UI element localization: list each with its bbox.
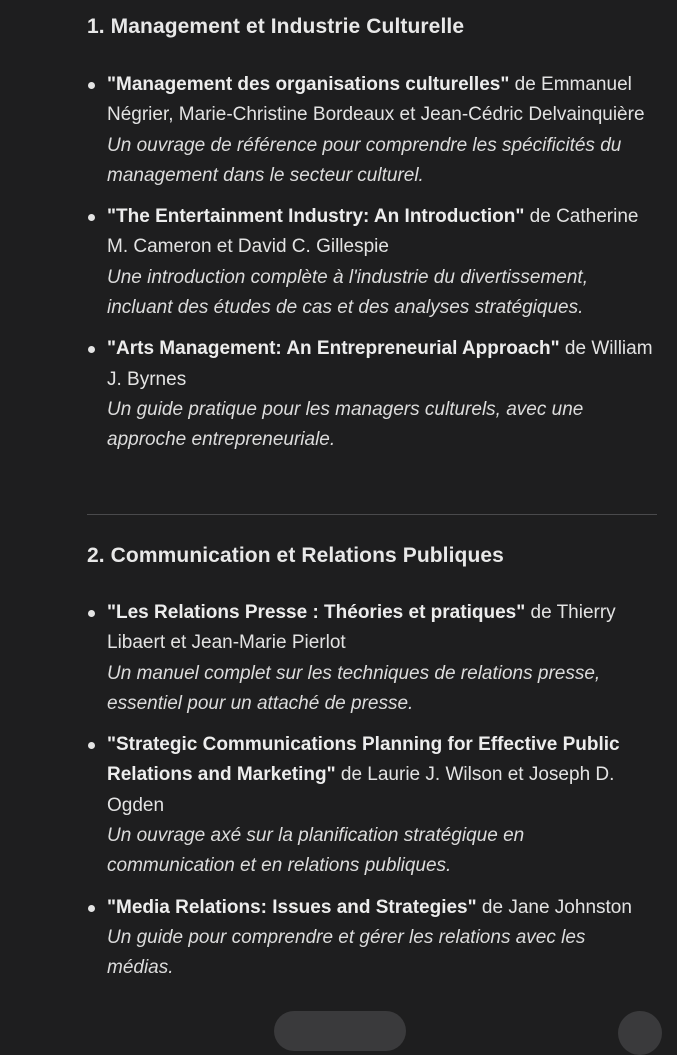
book-description: Un ouvrage de référence pour comprendre les spécificités du management dans le secteur culturel. [107, 134, 622, 186]
book-description: Un manuel complet sur les techniques de relations presse, essentiel pour un attaché de presse. [107, 662, 601, 714]
bullet-icon [88, 82, 95, 89]
list-item [0, 70, 677, 191]
bullet-icon [88, 610, 95, 617]
book-authors: de Laurie J. Wilson et Joseph D. Ogden [107, 764, 615, 816]
book-description: Un guide pratique pour les managers culturels, avec une approche entrepreneuriale. [107, 398, 584, 451]
list-item [0, 598, 677, 719]
bullet-icon [88, 742, 95, 749]
book-title: "Strategic Communications Planning for Effective Public Relations and Marketing" [107, 734, 620, 786]
book-list [0, 70, 677, 467]
book-authors: de William J. Byrnes [107, 338, 653, 390]
list-item [0, 730, 677, 881]
book-title: "Management des organisations culturelles" [107, 74, 510, 95]
book-authors: de Thierry Libaert et Jean-Marie Pierlot [107, 602, 616, 654]
book-authors: de Catherine M. Cameron et David C. Gillespie [107, 206, 639, 258]
book-title: "Media Relations: Issues and Strategies" [107, 896, 477, 918]
book-title: "Les Relations Presse : Théories et pratiques" [107, 602, 526, 623]
section-heading: 2. Communication et Relations Publiques [87, 544, 504, 567]
book-list [0, 598, 677, 995]
list-item [0, 893, 677, 984]
book-authors: de Emmanuel Négrier, Marie-Christine Bordeaux et Jean-Cédric Delvainquière [107, 74, 645, 126]
book-title: "Arts Management: An Entrepreneurial Approach" [107, 338, 560, 360]
book-description: Une introduction complète à l'industrie du divertissement, incluant des études de cas et des analyses stratégiques. [107, 266, 588, 319]
list-item [0, 334, 677, 455]
book-description: Un guide pour comprendre et gérer les relations avec les médias. [107, 926, 586, 979]
section-divider [87, 514, 657, 515]
floating-action-button[interactable] [618, 1011, 662, 1055]
list-item [0, 202, 677, 323]
floating-action-pill[interactable] [274, 1011, 406, 1051]
bullet-icon [88, 905, 95, 912]
bullet-icon [88, 214, 95, 221]
book-authors: de Jane Johnston [476, 896, 632, 918]
book-description: Un ouvrage axé sur la planification stratégique en communication et en relations publiques. [107, 825, 525, 877]
section-heading: 1. Management et Industrie Culturelle [87, 15, 465, 38]
bullet-icon [88, 346, 95, 353]
book-title: "The Entertainment Industry: An Introduction" [107, 206, 525, 228]
